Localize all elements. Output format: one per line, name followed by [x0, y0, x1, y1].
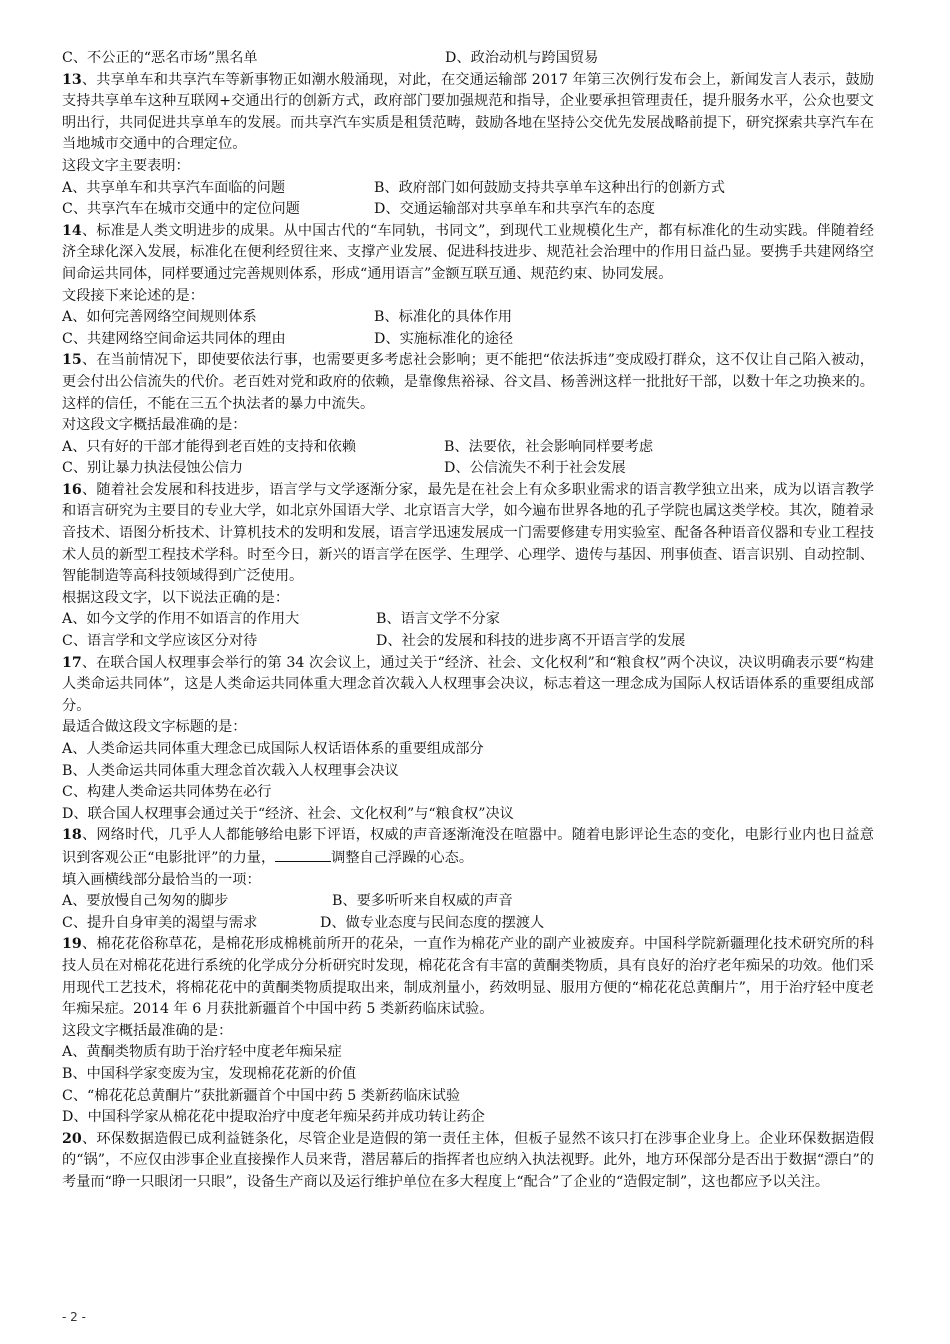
question-14	[62, 221, 874, 351]
q16-number: 16	[62, 481, 82, 498]
q15-question: 对这段文字概括最准确的是：	[62, 417, 247, 434]
q20-number: 20	[62, 1130, 82, 1147]
q16-option-a: A、如今文学的作用不如语言的作用大	[62, 611, 300, 628]
question-17	[62, 653, 874, 826]
q13-number: 13	[62, 71, 82, 88]
q14-number: 14	[62, 222, 82, 239]
q13-stem	[62, 70, 874, 156]
q19-question: 这段文字概括最准确的是：	[62, 1022, 233, 1039]
q17-question: 最适合做这段文字标题的是：	[62, 719, 247, 736]
question-13	[62, 70, 874, 221]
q19-number: 19	[62, 936, 82, 953]
q15-option-d: D、公信流失不利于社会发展	[444, 460, 626, 477]
q12-options-cd	[62, 48, 874, 70]
q14-question: 文段接下来论述的是：	[62, 287, 204, 304]
question-16	[62, 480, 874, 653]
q17-option-c: C、构建人类命运共同体势在必行	[62, 784, 272, 801]
q14-stem	[62, 221, 874, 286]
q14-text: 、标准是人类文明进步的成果。从中国古代的“车同轨，书同文”，到现代工业规模化生产，都有标准化的生动实践。伴随着经济全球化深入发展，标准化在便利经贸往来、支撑产业发展、促进科技进步、规范社会治理中的作用日益凸显。要携手共建网络空间命运共同体，同样要通过完善规则体系，形成“通用语言”金额互联互通、规范约束、协同发展。	[62, 222, 874, 282]
q13-option-c: C、共享汽车在城市交通中的定位问题	[62, 201, 300, 218]
q13-option-d: D、交通运输部对共享单车和共享汽车的态度	[374, 201, 655, 218]
q14-option-d: D、实施标准化的途径	[374, 330, 514, 347]
q14-option-a: A、如何完善网络空间规则体系	[62, 309, 257, 326]
q13-option-a: A、共享单车和共享汽车面临的问题	[62, 179, 286, 196]
q18-text-after: 调整自己浮躁的心态。	[331, 849, 474, 866]
q17-text: 、在联合国人权理事会举行的第 34 次会议上，通过关于“经济、社会、文化权利”和“粮食权”两个决议，决议明确表示要“构建人类命运共同体”，这是人类命运共同体重大理念首次载入人权理事会决议，标志着这一理念成为国际人权话语体系的重要组成部分。	[62, 654, 874, 714]
q18-option-c: C、提升自身审美的渴望与需求	[62, 914, 258, 931]
q15-text: 、在当前情况下，即使要依法行事，也需要更多考虑社会影响；更不能把“依法拆违”变成殴打群众，这不仅让自己陷入被动，更会付出公信流失的代价。老百姓对党和政府的依赖，是靠像焦裕禄、谷文昌、杨善洲这样一批批好干部，以数十年之功换来的。这样的信任，不能在三五个执法者的暴力中流失。	[62, 352, 874, 412]
q17-option-b: B、人类命运共同体重大理念首次载入人权理事会决议	[62, 762, 399, 779]
q18-option-a: A、要放慢自己匆匆的脚步	[62, 893, 229, 910]
q19-text: 、棉花花俗称草花，是棉花形成棉桃前所开的花朵，一直作为棉花产业的副产业被废弃。中国科学院新疆理化技术研究所的科技人员在对棉花花进行系统的化学成分分析研究时发现，棉花花含有丰富的黄酮类物质，具有良好的治疗老年痴呆的功效。他们采用现代工艺技术，将棉花花中的黄酮类物质提取出来，制成剂量小，药效明显、服用方便的“棉花花总黄酮片”，用于治疗轻中度老年痴呆症。2014 年 6 月获批新疆首个中国中药 5 类新药临床试验。	[62, 936, 874, 1018]
q20-stem	[62, 1129, 874, 1194]
q16-text: 、随着社会发展和科技进步，语言学与文学逐渐分家，最先是在社会上有众多职业需求的语言教学独立出来，成为以语言教学和语言研究为主要目的专业大学，如北京外国语大学、北京语言大学，如今遍布世界各地的孔子学院也属这类学校。其次，随着录音技术、语图分析技术、计算机技术的发明和发展，语言学迅速发展成一门需要修建专用实验室、配备各种语音仪器和专业工程技术人员的新型工程技术学科。时至今日，新兴的语言学在医学、生理学、心理学、遗传与基因、刑事侦查、语言识别、自动控制、智能制造等高科技领域得到广泛使用。	[62, 481, 874, 585]
q19-stem	[62, 934, 874, 1020]
q18-number: 18	[62, 827, 82, 844]
question-19	[62, 934, 874, 1128]
q12-option-c: C、不公正的“恶名市场”黑名单	[62, 50, 258, 66]
page-number: - 2 -	[62, 1310, 86, 1324]
q16-option-d: D、社会的发展和科技的进步离不开语言学的发展	[376, 633, 686, 650]
q18-text-before: 、网络时代，几乎人人都能够给电影下评语，权威的声音逐渐淹没在喧嚣中。随着电影评论生态的变化，电影行业内也日益意识到客观公正“电影批评”的力量，	[62, 827, 874, 866]
q17-option-a: A、人类命运共同体重大理念已成国际人权话语体系的重要组成部分	[62, 741, 484, 757]
q18-option-b: B、要多听听来自权威的声音	[332, 893, 513, 910]
q13-text: 、共享单车和共享汽车等新事物正如潮水般涌现，对此，在交通运输部 2017 年第三次例行发布会上，新闻发言人表示，鼓励支持共享单车这种互联网+交通出行的创新方式，政府部门要加强规范和指导，企业要承担管理责任，提升服务水平，公众也要文明出行，共同促进共享单车的发展。而共享汽车实质是租赁范畴，鼓励各地在坚持公交优先发展战略前提下，研究探索共享汽车在当地城市交通中的合理定位。	[62, 71, 874, 153]
q13-option-b: B、政府部门如何鼓励支持共享单车这种出行的创新方式	[374, 179, 725, 196]
q14-option-b: B、标准化的具体作用	[374, 309, 513, 326]
q13-question: 这段文字主要表明：	[62, 157, 190, 174]
q19-option-c: C、“棉花花总黄酮片”获批新疆首个中国中药 5 类新药临床试验	[62, 1087, 461, 1104]
q15-option-c: C、别让暴力执法侵蚀公信力	[62, 460, 244, 477]
q15-stem	[62, 350, 874, 415]
q16-option-b: B、语言文学不分家	[376, 611, 500, 628]
q19-option-d: D、中国科学家从棉花花中提取治疗中度老年痴呆药并成功转让药企	[62, 1109, 485, 1126]
q15-option-b: B、法要依，社会影响同样要考虑	[444, 438, 654, 455]
q19-option-b: B、中国科学家变废为宝，发现棉花花新的价值	[62, 1065, 357, 1082]
q18-fill-blank	[275, 847, 331, 862]
question-15	[62, 350, 874, 480]
q16-stem	[62, 480, 874, 588]
q19-option-a: A、黄酮类物质有助于治疗轻中度老年痴呆症	[62, 1044, 342, 1061]
document-page	[62, 48, 874, 1193]
q17-stem	[62, 653, 874, 718]
question-18	[62, 825, 874, 934]
q15-option-a: A、只有好的干部才能得到老百姓的支持和依赖	[62, 438, 356, 455]
q20-text: 、环保数据造假已成利益链条化，尽管企业是造假的第一责任主体，但板子显然不该只打在涉事企业身上。企业环保数据造假的“锅”，不应仅由涉事企业直接操作人员来背，潜居幕后的指挥者也应纳入执法视野。此外，地方环保部分是否出于数据“漂白”的考量而“睁一只眼闭一只眼”，设备生产商以及运行维护单位在多大程度上“配合”了企业的“造假定制”，这也都应予以关注。	[62, 1130, 874, 1190]
q16-question: 根据这段文字，以下说法正确的是：	[62, 589, 290, 606]
question-20	[62, 1129, 874, 1194]
q18-question: 填入画横线部分最恰当的一项：	[62, 871, 261, 888]
q18-option-d: D、做专业态度与民间态度的摆渡人	[320, 914, 545, 931]
q17-option-d: D、联合国人权理事会通过关于“经济、社会、文化权利”与“粮食权”决议	[62, 805, 514, 822]
q16-option-c: C、语言学和文学应该区分对待	[62, 633, 258, 650]
q17-number: 17	[62, 654, 82, 671]
q12-option-d: D、政治动机与跨国贸易	[445, 50, 599, 66]
q18-stem	[62, 825, 874, 869]
q14-option-c: C、共建网络空间命运共同体的理由	[62, 330, 286, 347]
q15-number: 15	[62, 352, 82, 369]
